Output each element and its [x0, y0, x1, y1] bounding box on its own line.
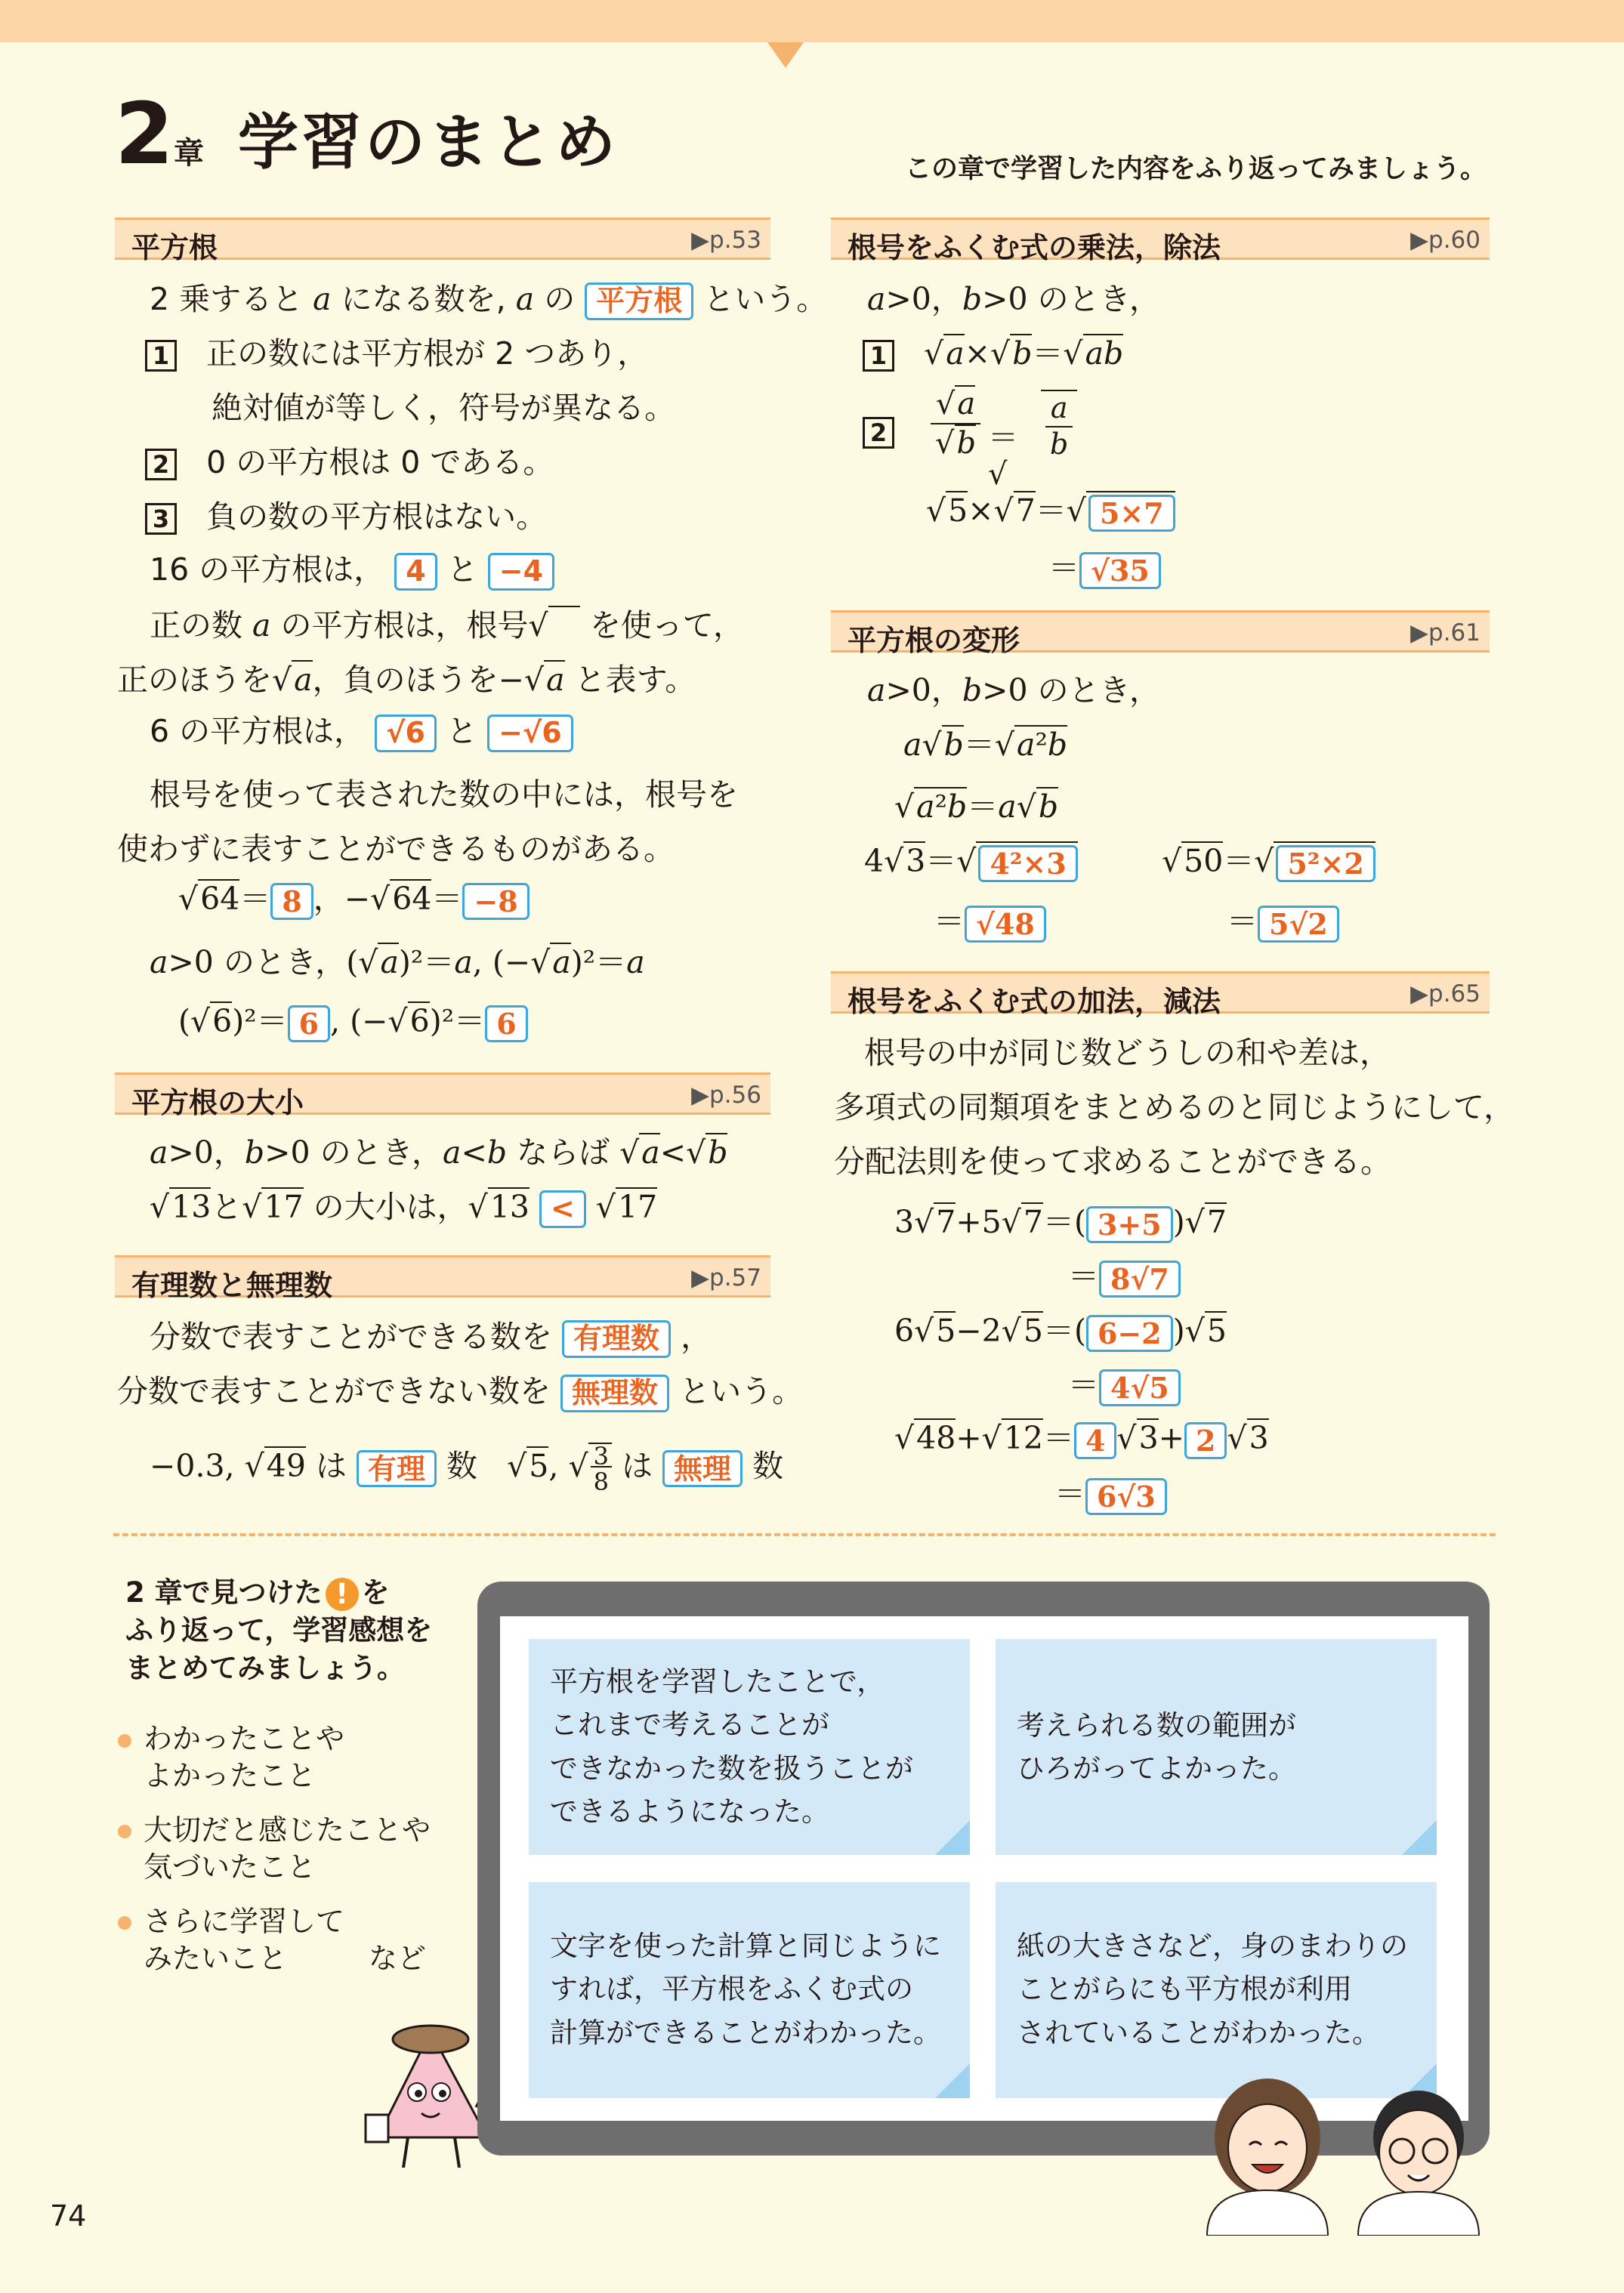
- answer-box: 有理: [357, 1450, 437, 1488]
- sticky-note-3: 文字を使った計算と同じように すれば，平方根をふくむ式の 計算ができることがわかった。: [529, 1882, 970, 2098]
- simplify-add-result: ＝ 6√3: [1054, 1476, 1167, 1515]
- product-example-result: ＝ √35: [1048, 550, 1161, 589]
- section-title: 根号をふくむ式の乗法，除法: [848, 231, 1221, 264]
- answer-box: 6−2: [1086, 1315, 1173, 1353]
- product-rule: 1 √a×√b＝√ab: [863, 335, 1123, 372]
- property-1-cont: 絶対値が等しく，符号が異なる。: [211, 390, 676, 426]
- addition-example: 3√7+5√7＝( 3+5 )√7: [894, 1204, 1227, 1243]
- page-ref[interactable]: ▶p.60: [1410, 227, 1480, 254]
- answer-box: −8: [462, 883, 529, 921]
- answer-box: 6: [485, 1005, 527, 1043]
- section-header-taisho: [115, 1072, 770, 1119]
- answer-box: −4: [488, 553, 554, 591]
- chapter-subtitle: この章で学習した内容をふり返ってみましょう。: [905, 154, 1487, 184]
- root-text-2: 使わずに表すことができるものがある。: [117, 831, 675, 867]
- chapter-suffix: 章: [173, 136, 204, 171]
- list-item: わかったことや: [118, 1721, 431, 1758]
- reflection-heading: 2 章で見つけた ! を ふり返って，学習感想を まとめてみましょう。: [125, 1576, 433, 1684]
- answer-box: 8√7: [1099, 1261, 1181, 1298]
- square-rule-line: a>0 のとき，(√a)²＝a, (−√a)²＝a: [150, 944, 645, 980]
- section-header-henkei: [831, 610, 1490, 657]
- section-title: 平方根の大小: [131, 1086, 304, 1119]
- note-fold: [935, 1820, 970, 1855]
- section-title: 根号をふくむ式の加法，減法: [848, 985, 1221, 1018]
- answer-box: <: [539, 1190, 586, 1228]
- sticky-note-2: 考えられる数の範囲が ひろがってよかった。: [996, 1639, 1437, 1855]
- answer-box: 6√3: [1085, 1478, 1167, 1516]
- section-title: 平方根: [131, 231, 218, 264]
- answer-box: 8: [270, 883, 313, 921]
- addition-text-3: 分配法則を使って求めることができる。: [834, 1143, 1391, 1180]
- transform-example-2: √50＝√ 5²×2: [1162, 843, 1375, 882]
- addition-text-1: 根号の中が同じ数どうしの和や差は，: [864, 1035, 1391, 1071]
- transform-example-1: 4√3＝√ 4²×3: [864, 843, 1078, 882]
- number-1-box: 1: [863, 340, 894, 372]
- simplify-add-example: √48+√12＝ 4 √3+ 2 √3: [894, 1420, 1269, 1459]
- section-header-yuuri: [115, 1255, 770, 1302]
- page-ref[interactable]: ▶p.61: [1410, 619, 1480, 647]
- page-ref[interactable]: ▶p.65: [1410, 980, 1480, 1008]
- fraction-left: √a √b: [931, 385, 980, 462]
- example-6: 6 の平方根は， √6 と −√6: [150, 713, 573, 752]
- sticky-note-4: 紙の大きさなど，身のまわりの ことがらにも平方根が利用 されていることがわかった。: [996, 1882, 1437, 2098]
- number-1-box: 1: [145, 340, 177, 372]
- property-3: 3 負の数の平方根はない。: [145, 498, 547, 535]
- list-item: さらに学習して: [118, 1903, 431, 1940]
- transform-example-1-result: ＝ √48: [934, 903, 1046, 943]
- positive-root-line: 正の数 a の平方根は，根号√ を使って，: [150, 607, 745, 643]
- example-16: 16 の平方根は， 4 と −4: [150, 551, 554, 591]
- positive-negative-line: 正のほうを√a，負のほうを−√a と表す。: [117, 662, 696, 698]
- compare-13-17: √13と√17 の大小は，√13 < √17: [150, 1189, 657, 1228]
- students-illustration: [1199, 2069, 1487, 2236]
- answer-box: 5×7: [1088, 495, 1175, 532]
- answer-box: 無理数: [560, 1375, 669, 1412]
- section-title: 平方根の変形: [848, 624, 1020, 657]
- page-ref[interactable]: ▶p.57: [691, 1264, 761, 1292]
- section-header-jouhou: [831, 218, 1490, 264]
- square-example-line: (√6)²＝ 6 , (−√6)²＝ 6: [178, 1003, 528, 1042]
- answer-box: √48: [965, 906, 1046, 943]
- top-notch-marker: [767, 42, 804, 68]
- note-fold: [1402, 1820, 1437, 1855]
- subtraction-result: ＝ 4√5: [1068, 1367, 1181, 1406]
- reflection-list: わかったことや よかったこと 大切だと感じたことや 気づいたこと さらに学習して みたいこと など: [118, 1721, 431, 1977]
- answer-box: 4√5: [1099, 1369, 1181, 1407]
- answer-box: 3+5: [1086, 1206, 1173, 1244]
- condition-line-2: a>0，b>0 のとき，: [867, 672, 1161, 708]
- quotient-rule: 2 √a √b ＝√ a b: [863, 385, 894, 449]
- chapter-title: 学習のまとめ: [238, 107, 619, 177]
- section-title: 有理数と無理数: [131, 1269, 333, 1302]
- addition-text-2: 多項式の同類項をまとめるのと同じようにして，: [834, 1089, 1515, 1125]
- sqrt64-line: √64＝ 8 ，−√64＝ −8: [178, 881, 529, 920]
- answer-box: 有理数: [562, 1320, 671, 1358]
- transform-1: a√b＝√a²b: [903, 727, 1068, 763]
- answer-box: √6: [375, 714, 437, 752]
- answer-box: 5²×2: [1276, 845, 1375, 883]
- answer-box: 5√2: [1258, 906, 1339, 943]
- property-1: 1 正の数には平方根が 2 つあり，: [145, 335, 648, 372]
- fraction-right: a b: [1041, 390, 1077, 461]
- sticky-note-1: 平方根を学習したことで， これまで考えることが できなかった数を扱うことが できるようになった。: [529, 1639, 970, 1855]
- answer-box: 無理: [662, 1450, 743, 1488]
- top-band: [0, 0, 1624, 42]
- transform-2: √a²b＝a√b: [894, 789, 1059, 825]
- definition-line: 2 乗すると a になる数を, a の 平方根 という。: [150, 281, 827, 320]
- answer-box: 6: [288, 1005, 330, 1043]
- addition-result: ＝ 8√7: [1068, 1258, 1181, 1298]
- answer-box: −√6: [487, 714, 573, 752]
- exclamation-icon: !: [326, 1578, 359, 1611]
- page-ref[interactable]: ▶p.53: [691, 227, 761, 254]
- number-2-box: 2: [863, 417, 894, 449]
- answer-box: √35: [1079, 552, 1161, 590]
- page-number: 74: [50, 2199, 87, 2233]
- section-header-kahou: [831, 971, 1490, 1018]
- chapter-number: 2: [115, 85, 174, 184]
- answer-box: 2: [1184, 1422, 1227, 1460]
- section-divider: [113, 1533, 1496, 1536]
- answer-box: 4: [394, 553, 437, 591]
- condition-line: a>0，b>0 のとき，: [867, 281, 1161, 317]
- transform-example-2-result: ＝ 5√2: [1227, 903, 1339, 943]
- answer-box: 4: [1074, 1422, 1116, 1460]
- answer-box: 4²×3: [978, 845, 1077, 883]
- note-fold: [935, 2063, 970, 2098]
- subtraction-example: 6√5−2√5＝( 6−2 )√5: [894, 1313, 1227, 1352]
- rational-examples: −0.3, √49 は 有理 数 √5, √ 3 8 は 無理 数: [150, 1442, 784, 1496]
- number-3-box: 3: [145, 503, 177, 535]
- irrational-def: 分数で表すことができない数を 無理数 という。: [117, 1373, 803, 1412]
- property-2: 2 0 の平方根は 0 である。: [145, 444, 554, 481]
- list-item: 大切だと感じたことや: [118, 1812, 431, 1849]
- chapter-heading: [115, 85, 619, 184]
- inequality-rule: a>0，b>0 のとき，a<b ならば √a<√b: [150, 1134, 728, 1171]
- product-example: √5×√7＝√ 5×7: [926, 492, 1175, 532]
- section-header-heikoukon: [115, 218, 770, 264]
- answer-box: 平方根: [585, 282, 693, 320]
- page-ref[interactable]: ▶p.56: [691, 1082, 761, 1109]
- root-text-1: 根号を使って表された数の中には，根号を: [150, 776, 738, 813]
- rational-def: 分数で表すことができる数を 有理数 ，: [150, 1319, 712, 1358]
- number-2-box: 2: [145, 449, 177, 480]
